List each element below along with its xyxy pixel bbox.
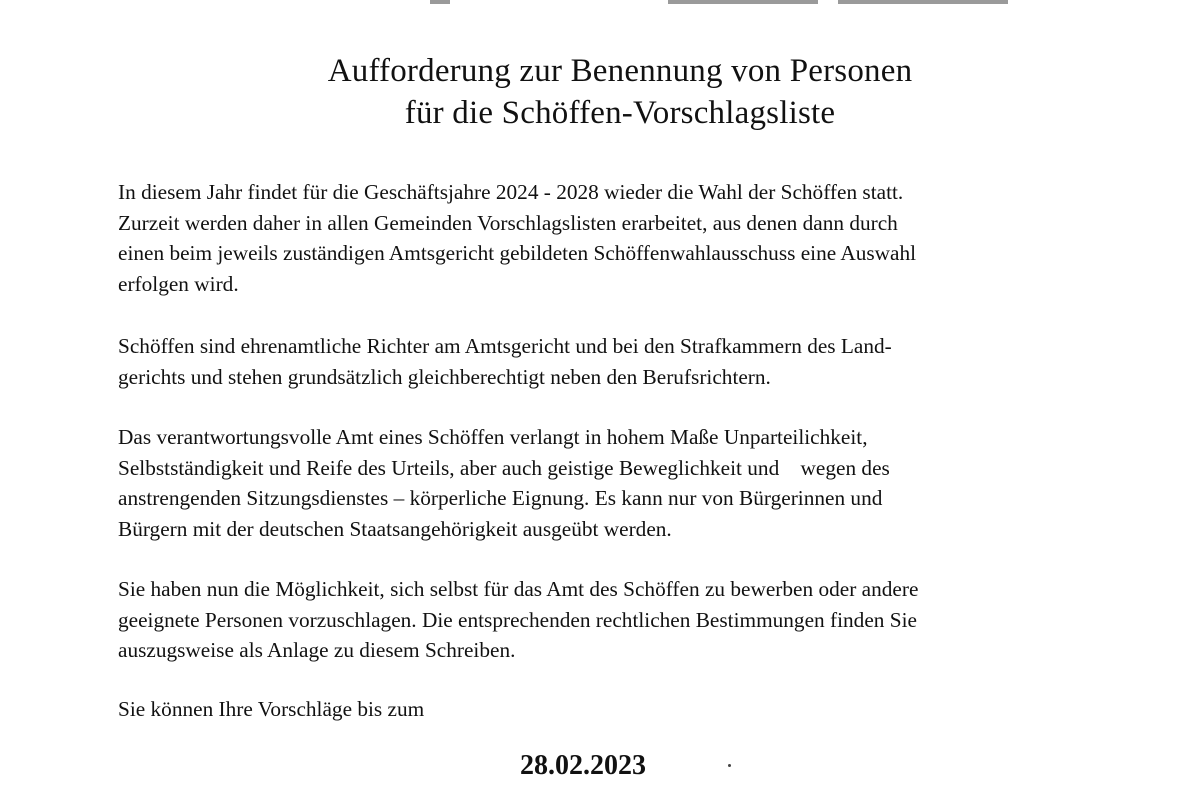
- submission-deadline-date: 28.02.2023: [520, 750, 646, 781]
- document-title-line-2: für die Schöffen-Vorschlagsliste: [404, 95, 836, 131]
- text-line: gerichts und stehen grundsätzlich gleichberechtigt neben den Berufsrichtern.: [118, 364, 771, 389]
- text-line: anstrengenden Sitzungsdienstes – körperliche Eignung. Es kann nur von Bürgerinnen und: [118, 486, 883, 510]
- scan-artifact: [430, 0, 450, 4]
- text-line: Sie haben nun die Möglichkeit, sich selbst für das Amt des Schöffen zu bewerben oder andere: [118, 577, 919, 601]
- text-line: erfolgen wird.: [118, 271, 239, 296]
- scan-speck: [728, 764, 731, 767]
- text-line: geeignete Personen vorzuschlagen. Die entsprechenden rechtlichen Bestimmungen finden Sie: [118, 607, 917, 632]
- paragraph-requirements: [118, 422, 1128, 544]
- text-line: auszugsweise als Anlage zu diesem Schreiben.: [118, 638, 516, 662]
- scan-artifact: [838, 0, 1008, 4]
- paragraph-election-intro: [118, 177, 1128, 299]
- text-line: Bürgern mit der deutschen Staatsangehörigkeit ausgeübt werden.: [118, 516, 672, 541]
- text-line: Schöffen sind ehrenamtliche Richter am Amtsgericht und bei den Strafkammern des Land-: [118, 334, 892, 358]
- paragraph-role-description: [118, 331, 1128, 392]
- paragraph-submission-deadline-intro: [118, 694, 1128, 725]
- paragraph-application-option: [118, 574, 1128, 666]
- text-line: Zurzeit werden daher in allen Gemeinden Vorschlagslisten erarbeitet, aus denen dann durch: [118, 210, 898, 235]
- text-line: einen beim jeweils zuständigen Amtsgericht gebildeten Schöffenwahlausschuss eine Auswahl: [118, 241, 917, 265]
- text-line: In diesem Jahr findet für die Geschäftsjahre 2024 - 2028 wieder die Wahl der Schöffen statt.: [118, 180, 904, 204]
- text-line: Sie können Ihre Vorschläge bis zum: [118, 697, 425, 721]
- text-line: Das verantwortungsvolle Amt eines Schöffen verlangt in hohem Maße Unparteilichkeit,: [118, 425, 868, 449]
- document-title-line-1: Aufforderung zur Benennung von Personen: [327, 53, 913, 89]
- scan-artifact: [668, 0, 818, 4]
- text-line: Selbstständigkeit und Reife des Urteils, aber auch geistige Beweglichkeit und wegen des: [118, 455, 890, 480]
